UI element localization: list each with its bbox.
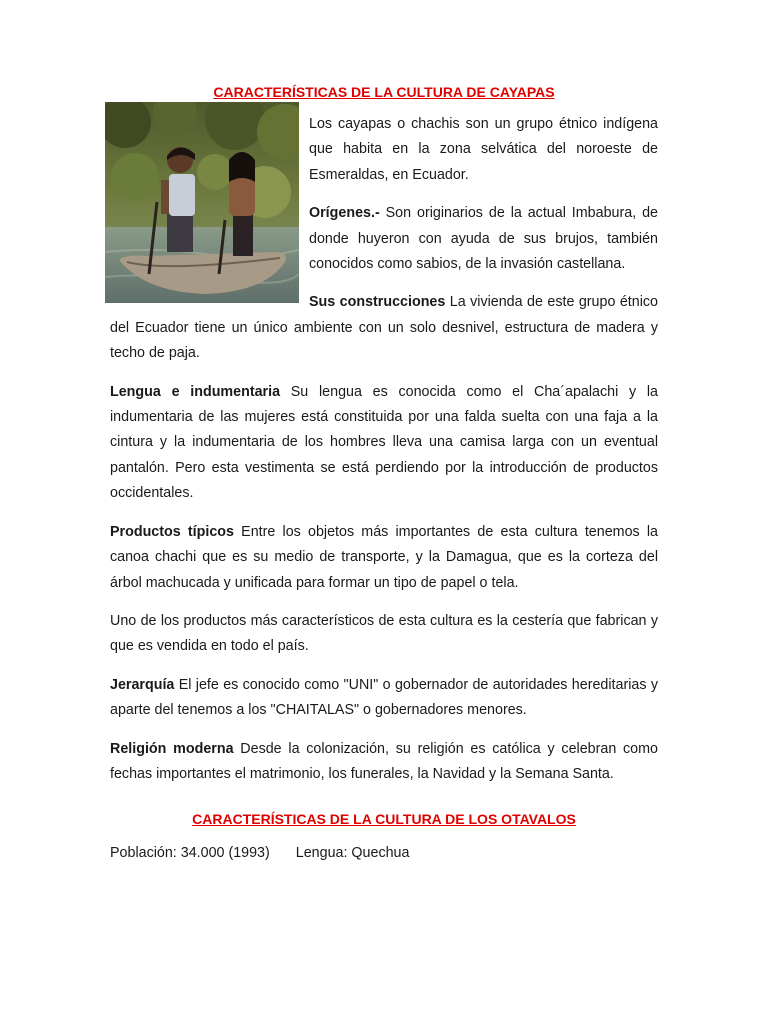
paragraph-productos (110, 520, 658, 596)
canoe-photo (105, 102, 299, 303)
religion-text: Desde la colonización, su religión es católica y celebran como fechas importantes el matrimonio, los funerales, la Navidad y la Semana Santa. (110, 740, 658, 782)
intro-text: Los cayapas o chachis son un grupo étnico indígena que habita en la zona selvática del noroeste de Esmeraldas, en Ecuador. (309, 116, 658, 183)
cesteria-text: Uno de los productos más característicos de esta cultura es la cestería que fabrican y que es vendida en todo el país. (110, 612, 658, 655)
origenes-label: Orígenes.- (309, 205, 380, 222)
religion-label: Religión moderna (110, 740, 234, 757)
section-title-cayapas: CARACTERÍSTICAS DE LA CULTURA DE CAYAPAS (213, 84, 555, 100)
lengua-text: Su lengua es conocida como el Cha´apalachi y la indumentaria de las mujeres está constituida por una falda suelta con una faja a la cintura y la indumentaria de los hombres lleva una camisa larga con un eventual pantalón. Pero esta vestimenta se está perdiendo por la introducción de productos occidentales. (110, 383, 659, 502)
construcciones-text: La vivienda de este grupo étnico del Ecuador tiene un único ambiente con un solo desnivel, estructura de madera y techo de paja. (110, 294, 658, 362)
otavalos-stats (110, 841, 658, 866)
construcciones-label: Sus construcciones (309, 294, 446, 311)
canoe-photo-illustration (105, 102, 299, 303)
productos-label: Productos típicos (110, 523, 234, 540)
section-title-otavalos: CARACTERÍSTICAS DE LA CULTURA DE LOS OTAVALOS (192, 811, 576, 828)
lengua-quechua-text: Lengua: Quechua (295, 845, 410, 862)
jerarquia-text: El jefe es conocido como "UNI" o gobernador de autoridades hereditarias y aparte del tenemos a los "CHAITALAS" o gobernadores menores. (110, 676, 658, 719)
paragraph-lengua (110, 380, 658, 507)
origenes-text: Son originarios de la actual Imbabura, de donde huyeron con ayuda de sus brujos, también conocidos como sabios, de la invasión castellana. (309, 205, 658, 273)
productos-text: Entre los objetos más importantes de esta cultura tenemos la canoa chachi que es su medio de transporte, y la Damagua, que es la corteza del árbol machucada y unificada para formar un tipo de papel o tela. (110, 523, 658, 591)
paragraph-religion (110, 737, 658, 788)
paragraph-jerarquia (110, 673, 658, 724)
paragraph-cesteria (110, 609, 658, 660)
poblacion-text: Población: 34.000 (1993) (110, 845, 270, 862)
jerarquia-label: Jerarquía (110, 676, 175, 693)
lengua-label: Lengua e indumentaria (110, 383, 281, 400)
